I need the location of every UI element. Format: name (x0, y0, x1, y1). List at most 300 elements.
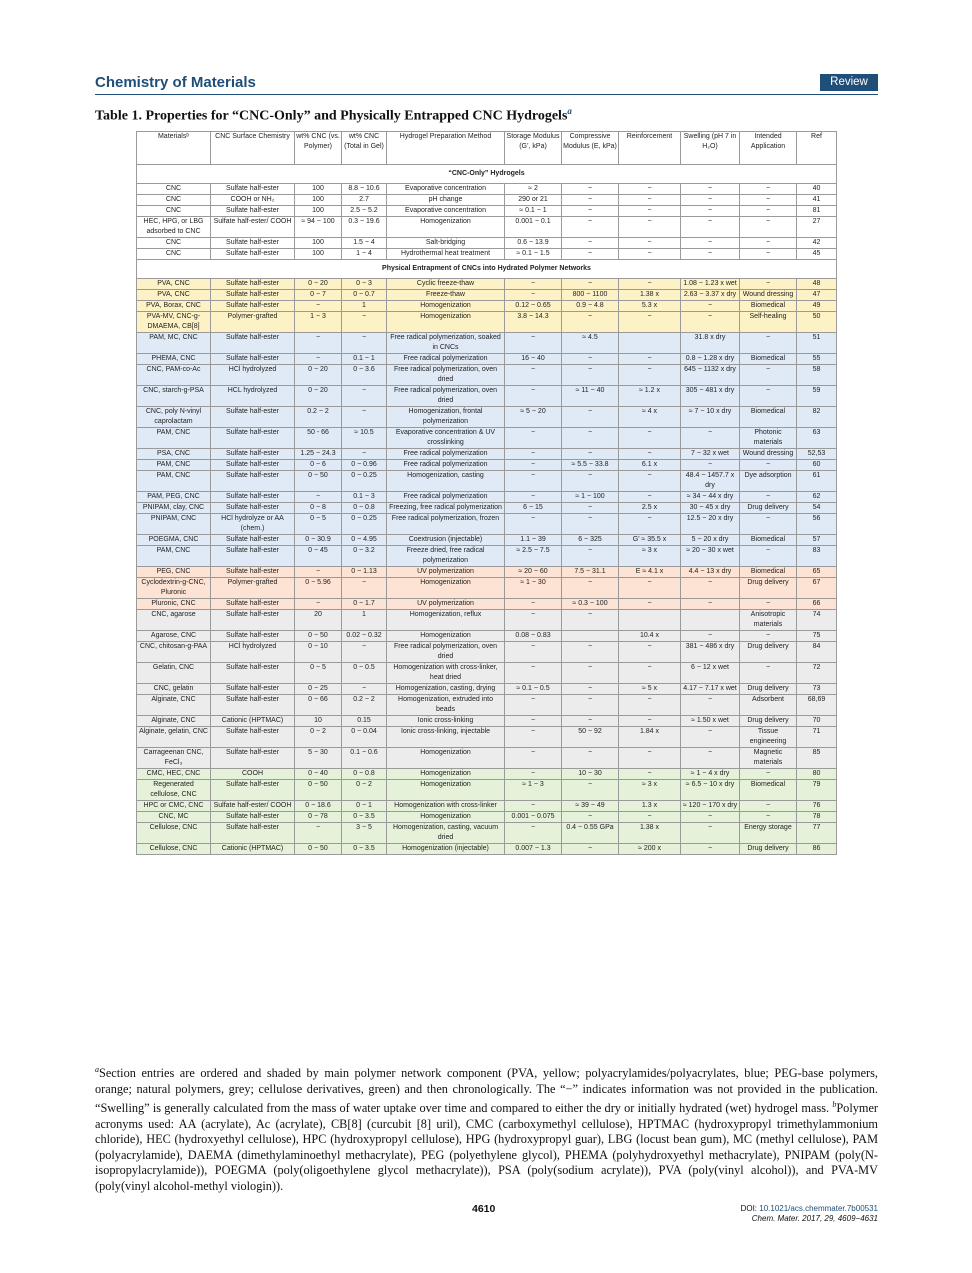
table-cell: − (505, 428, 562, 449)
table-cell: ≈ 200 x (619, 844, 681, 855)
table-cell: 82 (797, 407, 837, 428)
table-cell: Tissue engineering (740, 727, 797, 748)
table-cell: − (740, 663, 797, 684)
table-cell: 1 (342, 301, 387, 312)
table-cell: − (619, 206, 681, 217)
table-cell: 5 − 20 x dry (681, 535, 740, 546)
table-cell: − (562, 206, 619, 217)
table-cell: Ionic cross-linking, injectable (387, 727, 505, 748)
table-cell: PAM, CNC (137, 471, 211, 492)
table-cell: Free radical polymerization, soaked in CNCs (387, 333, 505, 354)
table-cell: 0.2 − 2 (342, 695, 387, 716)
table-cell: − (619, 428, 681, 449)
table-cell: − (740, 546, 797, 567)
table-row (137, 195, 837, 206)
table-cell: Biomedical (740, 780, 797, 801)
table-cell: − (562, 217, 619, 238)
table-cell: − (562, 514, 619, 535)
doi-block (741, 1204, 878, 1224)
table-cell: 50 (797, 312, 837, 333)
table-cell: PNIPAM, CNC (137, 514, 211, 535)
table-cell: 79 (797, 780, 837, 801)
table-cell: 30 − 45 x dry (681, 503, 740, 514)
table-cell: 65 (797, 567, 837, 578)
table-cell: − (681, 812, 740, 823)
table-cell: Sulfate half-ester (211, 449, 295, 460)
table-row (137, 844, 837, 855)
table-cell: 83 (797, 546, 837, 567)
table-cell: 0 − 2 (295, 727, 342, 748)
table-cell: − (505, 449, 562, 460)
table-cell: − (342, 333, 387, 354)
section-title: “CNC-Only” Hydrogels (137, 165, 837, 184)
table-cell (619, 333, 681, 354)
table-cell: 0.001 − 0.075 (505, 812, 562, 823)
table-cell: PAM, MC, CNC (137, 333, 211, 354)
table-cell: − (562, 279, 619, 290)
table-cell: Biomedical (740, 535, 797, 546)
table-cell: − (562, 238, 619, 249)
table-row (137, 238, 837, 249)
table-cell: 2.7 (342, 195, 387, 206)
table-cell: − (505, 716, 562, 727)
table-cell: − (505, 471, 562, 492)
table-cell: − (342, 407, 387, 428)
table-cell: CNC, starch-g-PSA (137, 386, 211, 407)
table-cell: − (562, 471, 619, 492)
table-cell: ≈ 1.2 x (619, 386, 681, 407)
table-cell: − (740, 206, 797, 217)
table-cell: Biomedical (740, 301, 797, 312)
table-cell: E ≈ 4.1 x (619, 567, 681, 578)
table-cell: 0 − 50 (295, 780, 342, 801)
table-cell: 10 (295, 716, 342, 727)
table-cell: Free radical polymerization, oven dried (387, 642, 505, 663)
table-cell: 6 − 15 (505, 503, 562, 514)
table-cell: Drug delivery (740, 716, 797, 727)
table-cell: Sulfate half-ester (211, 492, 295, 503)
table-cell: − (562, 663, 619, 684)
table-cell: ≈ 7 − 10 x dry (681, 407, 740, 428)
table-cell: ≈ 20 − 60 (505, 567, 562, 578)
table-cell: 74 (797, 610, 837, 631)
table-row (137, 599, 837, 610)
table-cell: Evaporative concentration (387, 206, 505, 217)
table-cell: Photonic materials (740, 428, 797, 449)
table-cell: 0.02 − 0.32 (342, 631, 387, 642)
table-cell: Homogenization (387, 769, 505, 780)
table-cell: 0 − 50 (295, 631, 342, 642)
table-cell: − (562, 578, 619, 599)
table-cell: ≈ 2 (505, 184, 562, 195)
table-cell: − (619, 514, 681, 535)
article-type-badge: Review (820, 74, 878, 91)
column-header: Intended Application (740, 132, 797, 165)
table-cell: 5.3 x (619, 301, 681, 312)
table-cell: − (681, 249, 740, 260)
table-row (137, 407, 837, 428)
journal-header (95, 72, 878, 95)
table-cell: − (681, 184, 740, 195)
table-cell: Sulfate half-ester (211, 567, 295, 578)
table-cell: Sulfate half-ester (211, 290, 295, 301)
table-cell: 7.5 − 31.1 (562, 567, 619, 578)
table-cell: HCL hydrolyzed (211, 386, 295, 407)
table-cell: Free radical polymerization (387, 354, 505, 365)
table-cell: ≈ 0.3 − 100 (562, 599, 619, 610)
table-cell: − (681, 631, 740, 642)
table-cell: 71 (797, 727, 837, 748)
table-cell: 1.1 − 39 (505, 535, 562, 546)
table-cell: Cationic (HPTMAC) (211, 716, 295, 727)
table-cell: pH change (387, 195, 505, 206)
table-cell: − (295, 567, 342, 578)
table-cell: Evaporative concentration (387, 184, 505, 195)
table-cell: − (619, 195, 681, 206)
table-cell: − (505, 492, 562, 503)
table-cell: 645 − 1132 x dry (681, 365, 740, 386)
table-cell: Cellulose, CNC (137, 844, 211, 855)
table-cell: 49 (797, 301, 837, 312)
table-cell: − (505, 290, 562, 301)
table-cell: − (562, 546, 619, 567)
table-cell: 80 (797, 769, 837, 780)
table-cell: Homogenization with cross-linker, heat dried (387, 663, 505, 684)
table-row (137, 514, 837, 535)
section-title: Physical Entrapment of CNCs into Hydrated Polymer Networks (137, 260, 837, 279)
table-cell: Wound dressing (740, 449, 797, 460)
table-row (137, 249, 837, 260)
table-cell: − (505, 695, 562, 716)
table-cell: − (562, 748, 619, 769)
footnote-a-mark: a (95, 1065, 99, 1074)
table-cell: − (562, 312, 619, 333)
table-cell: 0 − 0.25 (342, 471, 387, 492)
table-cell: 0.1 − 3 (342, 492, 387, 503)
table-cell: − (505, 748, 562, 769)
table-cell: 6.1 x (619, 460, 681, 471)
table-cell: Sulfate half-ester (211, 471, 295, 492)
table-cell: ≈ 1 − 4 x dry (681, 769, 740, 780)
table-row (137, 801, 837, 812)
table-cell: 20 (295, 610, 342, 631)
table-row (137, 206, 837, 217)
table-cell: − (681, 727, 740, 748)
table-cell: 16 − 40 (505, 354, 562, 365)
table-cell: 48.4 − 1457.7 x dry (681, 471, 740, 492)
table-cell: Free radical polymerization (387, 460, 505, 471)
table-cell: PNIPAM, clay, CNC (137, 503, 211, 514)
table-row (137, 279, 837, 290)
table-cell: 1 − 3 (295, 312, 342, 333)
table-cell: CNC, PAM-co-Ac (137, 365, 211, 386)
table-row (137, 312, 837, 333)
table-cell: − (562, 844, 619, 855)
table-cell: − (619, 471, 681, 492)
table-cell: Drug delivery (740, 642, 797, 663)
table-cell: Sulfate half-ester (211, 354, 295, 365)
table-cell: − (740, 492, 797, 503)
table-row (137, 748, 837, 769)
table-cell: 72 (797, 663, 837, 684)
table-cell: 100 (295, 195, 342, 206)
table-cell: Cyclodextrin-g-CNC, Pluronic (137, 578, 211, 599)
table-cell: Drug delivery (740, 684, 797, 695)
table-cell: 55 (797, 354, 837, 365)
table-cell: Carrageenan CNC, FeCl₃ (137, 748, 211, 769)
table-cell: 1.38 x (619, 823, 681, 844)
table-cell: − (740, 812, 797, 823)
table-cell: Sulfate half-ester (211, 428, 295, 449)
table-cell: 8.8 − 10.6 (342, 184, 387, 195)
table-cell: CNC (137, 195, 211, 206)
table-cell: HCl hydrolyzed (211, 365, 295, 386)
table-cell: Sulfate half-ester (211, 663, 295, 684)
table-cell: Wound dressing (740, 290, 797, 301)
table-cell: 100 (295, 249, 342, 260)
table-cell: − (505, 769, 562, 780)
table-cell: ≈ 0.1 − 0.5 (505, 684, 562, 695)
table-cell: − (740, 184, 797, 195)
table-cell: Sulfate half-ester (211, 279, 295, 290)
table-cell: − (505, 386, 562, 407)
table-cell: 7 − 32 x wet (681, 449, 740, 460)
table-row (137, 727, 837, 748)
table-cell: − (562, 365, 619, 386)
table-cell: − (619, 492, 681, 503)
table-cell: ≈ 0.1 − 1.5 (505, 249, 562, 260)
table-cell: − (562, 610, 619, 631)
table-cell: 0.4 − 0.55 GPa (562, 823, 619, 844)
table-cell: Adsorbent (740, 695, 797, 716)
table-cell: − (619, 663, 681, 684)
table-cell: 45 (797, 249, 837, 260)
table-cell: Homogenization (injectable) (387, 844, 505, 855)
table-cell: ≈ 2.5 − 7.5 (505, 546, 562, 567)
table-cell: Sulfate half-ester (211, 780, 295, 801)
table-footnote (95, 1062, 878, 1194)
table-cell: − (740, 217, 797, 238)
table-cell: − (740, 249, 797, 260)
table-cell: 0 − 0.04 (342, 727, 387, 748)
table-cell: Homogenization, casting, vacuum dried (387, 823, 505, 844)
table-cell: Sulfate half-ester (211, 727, 295, 748)
table-row (137, 567, 837, 578)
table-cell: − (619, 599, 681, 610)
table-cell: − (562, 684, 619, 695)
table-cell: Biomedical (740, 354, 797, 365)
table-cell: PAM, CNC (137, 546, 211, 567)
table-cell: ≈ 20 − 30 x wet (681, 546, 740, 567)
table-cell: 0 − 45 (295, 546, 342, 567)
table-cell: ≈ 1 − 3 (505, 780, 562, 801)
table-cell: Agarose, CNC (137, 631, 211, 642)
table-cell: ≈ 34 − 44 x dry (681, 492, 740, 503)
table-cell: ≈ 39 − 49 (562, 801, 619, 812)
table-cell: Regenerated cellulose, CNC (137, 780, 211, 801)
table-cell: − (505, 279, 562, 290)
column-header: Hydrogel Preparation Method (387, 132, 505, 165)
table-cell: 10.4 x (619, 631, 681, 642)
section-header-row (137, 260, 837, 279)
table-cell: Pluronic, CNC (137, 599, 211, 610)
table-cell: Sulfate half-ester (211, 599, 295, 610)
table-cell: − (562, 812, 619, 823)
table-cell: 66 (797, 599, 837, 610)
table-cell: CNC, poly N-vinyl caprolactam (137, 407, 211, 428)
column-header: Ref (797, 132, 837, 165)
table-cell: 381 − 486 x dry (681, 642, 740, 663)
table-row (137, 663, 837, 684)
table-cell: − (681, 748, 740, 769)
table-cell: − (342, 642, 387, 663)
table-cell: 54 (797, 503, 837, 514)
table-cell: 1 (342, 610, 387, 631)
table-cell: 81 (797, 206, 837, 217)
table-cell: − (505, 727, 562, 748)
table-cell: Homogenization (387, 301, 505, 312)
column-header: Materialsᵇ (137, 132, 211, 165)
table-title-text: Table 1. Properties for “CNC-Only” and Physically Entrapped CNC Hydrogels (95, 108, 568, 124)
table-body (137, 165, 837, 855)
footnote-b-text: Polymer acronyms used: AA (acrylate), Ac (acrylate), CB[8] (curcubit [8] uril), CMC (carboxymethyl cellulose), HPTMAC (hydroxypropyl trimethylammonium chloride), HEC (hydroxyethyl cellulose), HPC (hydroxypropyl cellulose), HPG (hydroxypropyl guar), LBG (locust bean gum), MC (methyl cellulose), PAM (polyacrylamide), DAEMA (dimethylaminoethyl methacrylate), PEG (polyethylene glycol), PHEMA (polyhydroxyethyl methacrylate), PNIPAM (poly(N-isopropylacrylamide)), POEGMA (poly(oligoethylene glycol methacrylate)), PSA (poly(sodium acrylate)), PVA (poly(vinyl alcohol)), and PVA-MV (poly(vinyl alcohol-methyl viologin)). (95, 1101, 879, 1193)
table-cell: Free radical polymerization (387, 492, 505, 503)
table-cell: Sulfate half-ester (211, 249, 295, 260)
table-cell: ≈ 120 − 170 x dry (681, 801, 740, 812)
table-cell: − (619, 642, 681, 663)
table-cell: Sulfate half-ester (211, 184, 295, 195)
table-cell: 60 (797, 460, 837, 471)
table-cell: G’ ≈ 35.5 x (619, 535, 681, 546)
table-cell: Homogenization, casting (387, 471, 505, 492)
footnote-b-mark: b (832, 1100, 837, 1110)
table-cell: − (681, 195, 740, 206)
table-cell: − (619, 695, 681, 716)
citation: Chem. Mater. 2017, 29, 4609−4631 (751, 1214, 878, 1223)
table-row (137, 503, 837, 514)
doi-link[interactable]: 10.1021/acs.chemmater.7b00531 (759, 1204, 878, 1213)
table-cell: − (342, 684, 387, 695)
table-cell: 58 (797, 365, 837, 386)
table-cell: 0 − 20 (295, 386, 342, 407)
table-cell: − (681, 206, 740, 217)
table-cell: HEC, HPG, or LBG adsorbed to CNC (137, 217, 211, 238)
table-cell (619, 610, 681, 631)
column-header: Compressive Modulus (E, kPa) (562, 132, 619, 165)
table-cell: Homogenization, casting, drying (387, 684, 505, 695)
table-cell: Sulfate half-ester (211, 535, 295, 546)
table-cell: 50 − 92 (562, 727, 619, 748)
table-cell: − (562, 695, 619, 716)
table-cell: 0.3 − 19.6 (342, 217, 387, 238)
column-header: wt% CNC (vs. Polymer) (295, 132, 342, 165)
table-cell: 2.63 − 3.37 x dry (681, 290, 740, 301)
table-cell: Homogenization (387, 748, 505, 769)
column-header: wt% CNC (Total in Gel) (342, 132, 387, 165)
table-cell: 63 (797, 428, 837, 449)
table-cell: − (342, 578, 387, 599)
table-cell: 4.17 − 7.17 x wet (681, 684, 740, 695)
table-row (137, 471, 837, 492)
table-cell: 67 (797, 578, 837, 599)
table-cell: ≈ 1 − 30 (505, 578, 562, 599)
table-cell: Free radical polymerization, frozen (387, 514, 505, 535)
table-cell: PVA, Borax, CNC (137, 301, 211, 312)
table-cell: Homogenization (387, 780, 505, 801)
table-cell: − (505, 823, 562, 844)
table-cell: 0 − 0.5 (342, 663, 387, 684)
table-cell: 0.1 − 0.6 (342, 748, 387, 769)
table-cell: Sulfate half-ester (211, 238, 295, 249)
table-cell: − (619, 812, 681, 823)
properties-table (136, 131, 837, 855)
table-cell: PVA-MV, CNC-g-DMAEMA, CB[8] (137, 312, 211, 333)
table-cell: − (681, 578, 740, 599)
table-cell: − (681, 460, 740, 471)
table-cell: 48 (797, 279, 837, 290)
table-cell: − (295, 492, 342, 503)
table-cell: Evaporative concentration & UV crosslinking (387, 428, 505, 449)
table-cell: CNC (137, 206, 211, 217)
table-cell: Polymer-grafted (211, 312, 295, 333)
table-cell: 100 (295, 206, 342, 217)
table-cell: Sulfate half-ester/ COOH (211, 217, 295, 238)
table-cell: 100 (295, 184, 342, 195)
table-cell: Homogenization (387, 312, 505, 333)
table-cell: 0 − 50 (295, 471, 342, 492)
table-cell: − (681, 217, 740, 238)
table-cell: UV polymerization (387, 567, 505, 578)
table-cell: 10 − 30 (562, 769, 619, 780)
table-cell: Cellulose, CNC (137, 823, 211, 844)
table-title-footnote-mark[interactable]: a (567, 106, 572, 116)
table-row (137, 217, 837, 238)
table-cell: − (619, 354, 681, 365)
table-row (137, 610, 837, 631)
table-cell: CNC, gelatin (137, 684, 211, 695)
table-cell: − (505, 663, 562, 684)
table-cell: Sulfate half-ester (211, 823, 295, 844)
table-cell: Energy storage (740, 823, 797, 844)
table-cell: 0.2 − 2 (295, 407, 342, 428)
table-cell: 0 − 66 (295, 695, 342, 716)
table-row (137, 333, 837, 354)
table-cell: Sulfate half-ester (211, 812, 295, 823)
table-cell: 52,53 (797, 449, 837, 460)
table-cell: Sulfate half-ester (211, 407, 295, 428)
table-cell: − (295, 599, 342, 610)
table-cell: Freeze-thaw (387, 290, 505, 301)
table-cell: Free radical polymerization, oven dried (387, 386, 505, 407)
table-cell: Sulfate half-ester (211, 206, 295, 217)
table-cell: CNC (137, 184, 211, 195)
table-cell: − (619, 312, 681, 333)
table-cell: Sulfate half-ester (211, 631, 295, 642)
table-cell: CNC, MC (137, 812, 211, 823)
table-cell: − (681, 844, 740, 855)
table-row (137, 492, 837, 503)
table-cell: PVA, CNC (137, 279, 211, 290)
table-cell: − (681, 823, 740, 844)
table-cell: 1 − 4 (342, 249, 387, 260)
table-cell: Sulfate half-ester (211, 684, 295, 695)
table-cell: ≈ 0.1 − 1 (505, 206, 562, 217)
table-cell: PAM, CNC (137, 460, 211, 471)
table-cell: CNC, agarose (137, 610, 211, 631)
table-cell: 0 − 30.9 (295, 535, 342, 546)
table-cell: − (619, 238, 681, 249)
table-cell: 0 − 0.25 (342, 514, 387, 535)
